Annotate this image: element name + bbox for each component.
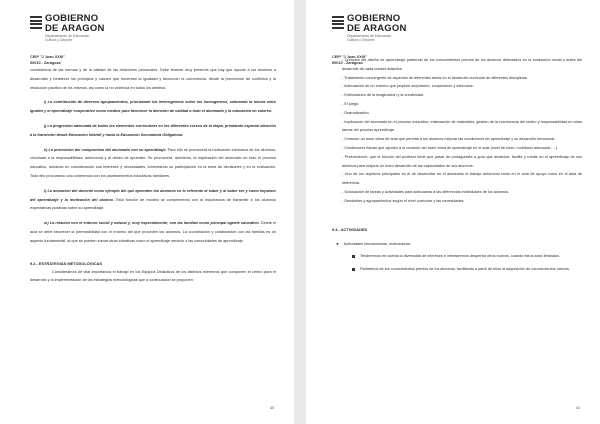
- school-name: CEIP "J Juan XXIII": [332, 55, 367, 59]
- activity-group: [336, 240, 582, 249]
- logo-sub1: Departamento de Educación: [45, 34, 90, 38]
- page-number-left: 40: [270, 406, 274, 410]
- strategies-list: [332, 56, 582, 274]
- page-right: [306, 0, 600, 424]
- paragraph-k-title: k) La promoción del compromiso del alumnado con su aprendizaje.: [44, 147, 167, 152]
- activity-subitem-text: Partiremos de los conocimientos previos de los alumnos, facilitando a partir de ellos la adquisición de conocimientos nuevos.: [360, 267, 570, 272]
- logo-stripes-icon: [332, 16, 344, 28]
- logo-line1: GOBIERNO: [45, 13, 99, 24]
- logo-stripes-icon: [30, 16, 42, 28]
- list-item: - Dramatización.: [342, 110, 370, 115]
- section-heading-9-3: 9.3.- ACTIVIDADES: [332, 226, 368, 232]
- list-item: - El juego.: [342, 101, 360, 106]
- logo-sub2: Cultura y Deporte: [347, 38, 375, 42]
- list-item: - Preéminence: que la función del profesor tiene que pasar de protagonista a guía que dinamice, facilite y medie en el aprendizaje de sus alumnos para mejorar un buen desarrollo de las capacidades de sus alumnos.: [342, 154, 582, 168]
- page-left: [0, 0, 294, 424]
- activity-subitem: [352, 252, 582, 261]
- section-heading-9-2: 9.2.- ESTRATEGIAS METODOLÓGICAS: [30, 260, 103, 266]
- school-city: 50010 - Zaragoza: [30, 61, 61, 65]
- activity-subitem-text: Tenderemos en cuenta la diversidad de intereses e intentaremos despertar otros nuevos, cuando éstos sean limitados.: [360, 254, 560, 259]
- logo-line2: DE ARAGON: [45, 22, 105, 34]
- list-item: - Estimulación de la imaginación y la creatividad.: [342, 93, 424, 98]
- page-number-right: 41: [576, 406, 580, 410]
- list-item: - Desdobles y agrupamientos según el nivel curricular y las necesidades.: [342, 198, 465, 203]
- paragraph-i: i) La contribución de diversos agrupamientos, priorizando los heterogéneos sobre los homogéneos, valorando la tutoría entre iguales y el aprendizaje cooperativo como medios para favorecer la atención de calidad a todo el alumnado y la educación en valores.: [30, 100, 276, 114]
- arrow-right-icon: ►: [336, 241, 340, 246]
- school-city: 50010 - Zaragoza: [332, 61, 363, 65]
- school-name: CEIP "J Juan XXIII": [30, 55, 65, 59]
- activity-subitem: [352, 265, 582, 274]
- square-bullet-icon: [352, 268, 355, 271]
- list-item: - Condiciones físicas que ayuden a la creación del buen clima de aprendizaje en el aula (nivel de ruido, mobiliario adecuado, ...): [342, 145, 558, 150]
- paragraph-k-body: Para ello se promoverá la motivación intrínseca de los alumnos, vinculada a la responsabilidad, autonomía y al deseo de aprender. Se promoverá, asimismo, la implicación del alumnado en todo el proceso educativo, tomando en consideración sus intereses y necesidades, fomentando su participación en la toma de decisiones y en la evaluación. Todo ello procurando una coherencia con los planteamientos educativos familiares.: [30, 147, 277, 178]
- paragraph-1: consistencia de las normas y de la calidad de las relaciones personales. Debe tenerse muy presente que hay que ayudar a los alumnos a desarrollar y fortalecer los principios y valores que fomentan la igualdad y favorecen la convivencia, desde la prevención de conflictos y la resolución pacífica de los mismos, así como la no violencia en todos los ámbitos.: [30, 68, 276, 90]
- paragraph-j: j) La progresión adecuada de todos los elementos curriculares en los diferentes cursos de la etapa, prestando especial atención a la transición desde Educación Infantil y hacia la Educación Secundaria Obligatoria.: [30, 123, 276, 137]
- list-item: - Adecuación de un entorno que propicie aceptación, cooperación y estímulos.: [342, 84, 474, 89]
- logo-sub1: Departamento de Educación: [347, 34, 392, 38]
- paragraph-methodology: Consideramos de vital importancia el trabajo en los Equipos Didácticos de los distintos miembros que componen el centro para el desarrollo y la implementación de las estrategias metodológicas que a continuación se proponen:: [30, 269, 276, 283]
- paragraph-l-body: Esta función de modelo se complementa con la importancia de transmitir a los alumnos expectativas positivas sobre su aprendizaje.: [30, 197, 276, 211]
- left-body: [30, 66, 276, 285]
- school-header: [30, 54, 276, 66]
- logo: [332, 14, 582, 44]
- list-item: - Tratamiento convergente de aspectos de diferentes áreas en el desarrollo curricular de diferentes disciplinas.: [342, 75, 528, 80]
- list-item: - Graduación de tareas y actividades para adecuarlas a las diferencias individuales de los alumnos.: [342, 189, 510, 194]
- logo-sub2: Cultura y Deporte: [45, 38, 73, 42]
- list-item: - Implicación del alumnado en el proceso educativo: elaboración de materiales, gestión de la convivencia del centro y responsabilidad en otras tareas del proceso aprendizaje.: [342, 119, 582, 133]
- paragraph-m-body: Desde el aula se debe favorecer la permeabilidad con el entorno del que proceden los alumnos. La coordinación y colaboración con las familias es un aspecto fundamental, al que se pueden sumar otras iniciativas como el aprendizaje servicio o las comunidades de aprendizaje.: [30, 221, 276, 243]
- paragraph-l-title: l) La actuación del docente como ejemplo del que aprenden los alumnos en lo referente al saber y al saber ser y como impulsor del aprendizaje y la motivación del alumno.: [30, 188, 276, 202]
- logo-line2: DE ARAGON: [347, 22, 407, 34]
- list-item: - Uno de los objetivos principales es el de desarrollar en el alumnado el trabajo autónomo tanto en el aula de apoyo como en el aula de referencia.: [342, 172, 582, 186]
- activity-group-label: Actividades introductorias, motivadoras:: [343, 241, 411, 246]
- square-bullet-icon: [352, 255, 355, 258]
- list-item: - Creación un buen clima de aula que permita a los alumnos mejorar las condiciones de aprendizaje y su desarrollo emocional.: [342, 137, 556, 142]
- logo: [30, 14, 276, 44]
- logo-line1: GOBIERNO: [347, 13, 401, 24]
- list-item: - Creación del diseño de aprendizaje partiendo de los conocimientos previos de los alumnos detectados en la evaluación inicial y antes del desarrollo de cada unidad didáctica.: [342, 58, 582, 71]
- paragraph-m-title: m) La relación con el entorno social y natural y, muy especialmente, con las familias como principal agente educativo.: [44, 221, 260, 226]
